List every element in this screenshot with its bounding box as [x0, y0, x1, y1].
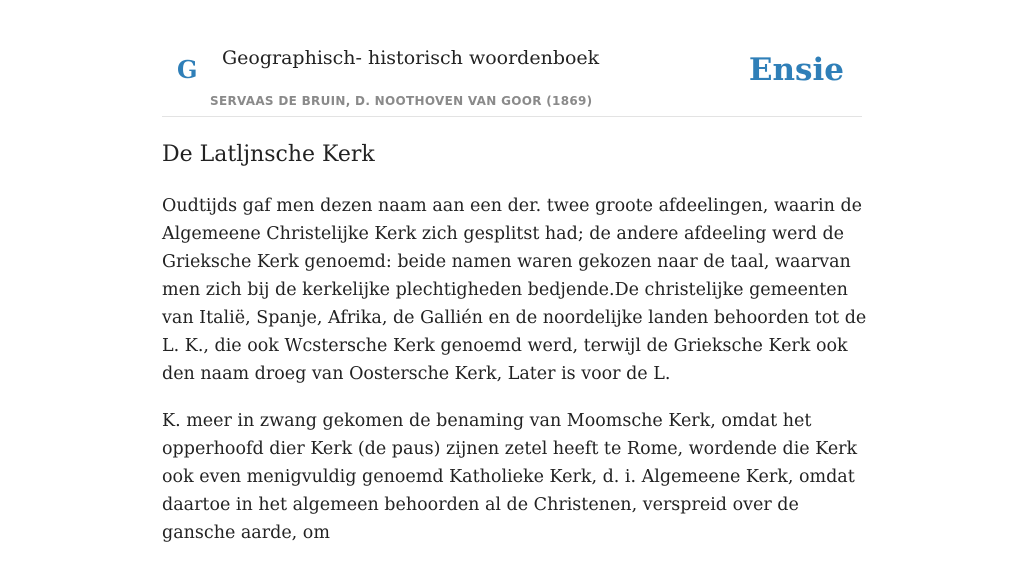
article-paragraph: Oudtijds gaf men dezen naam aan een der. twee groote afdeelingen, waarin de Algemeene Christelijke Kerk zich gesplitst had; de andere afdeeling werd de Grieksche Kerk genoemd: beide namen waren gekozen naar de taal, waarvan men zich bij de kerkelijke plechtigheden bedjende.De christelijke gemeenten van Italië, Spanje, Afrika, de Gallién en de noordelijke landen behoorden tot de L. K., die ook Wcstersche Kerk genoemd werd, terwijl de Grieksche Kerk ook den naam droeg van Oostersche Kerk, Later is voor de L. — [162, 196, 867, 384]
article-paragraph: K. meer in zwang gekomen de benaming van Moomsche Kerk, omdat het opperhoofd dier Kerk (de paus) zijnen zetel heeft te Rome, wordende die Kerk ook even menigvuldig genoemd Katholieke Kerk, d. i. Algemeene Kerk, omdat daartoe in het algemeen behoorden al de Christenen, verspreid over de gansche aarde, om — [162, 411, 858, 543]
book-authors: SERVAAS DE BRUIN, D. NOOTHOVEN VAN GOOR (1869) — [210, 94, 593, 108]
article-body — [162, 192, 867, 566]
header — [162, 0, 862, 117]
book-title[interactable]: Geographisch- historisch woordenboek — [222, 47, 600, 69]
ensie-logo-link[interactable]: Ensie — [748, 52, 844, 88]
book-logo-icon[interactable]: G — [177, 55, 198, 84]
article-title: De Latljnsche Kerk — [162, 142, 375, 167]
